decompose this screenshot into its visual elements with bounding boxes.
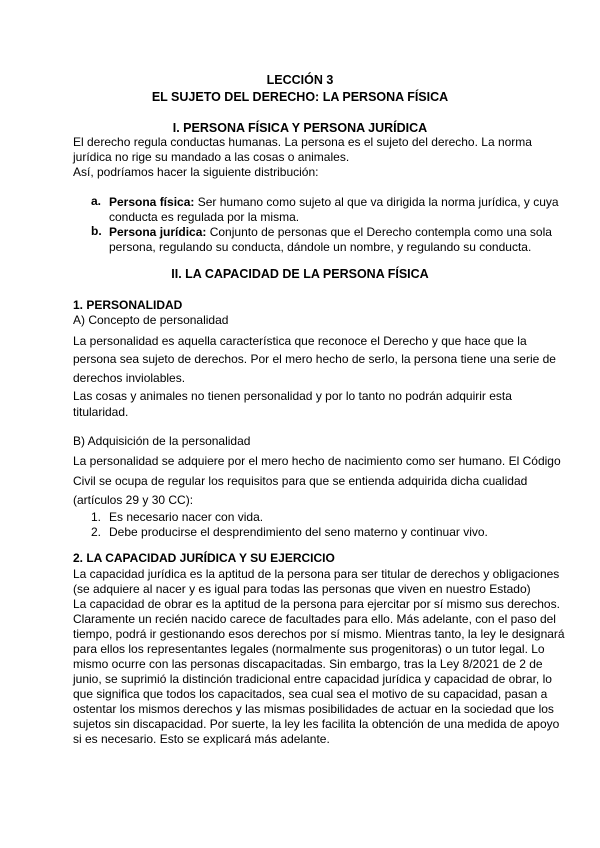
concepto-para-line: titularidad.: [73, 405, 129, 419]
concepto-subheading: A) Concepto de personalidad: [73, 313, 229, 327]
section2-heading: II. LA CAPACIDAD DE LA PERSONA FÍSICA: [171, 267, 429, 281]
definition-text: Ser humano como sujeto al que va dirigida la norma jurídica, y cuya: [194, 195, 559, 209]
capacidad-para-line: sujetos sin discapacidad. Por suerte, la ley les facilita la obtención de una medida de apoyo: [73, 717, 560, 731]
section1-para-line: Así, podríamos hacer la siguiente distribución:: [73, 165, 319, 179]
capacidad-para-line: La capacidad jurídica es la aptitud de la persona para ser titular de derechos y obligaciones: [73, 567, 560, 581]
list-number: 2.: [91, 525, 102, 539]
capacidad-para-line: que significa que todos los capacitados, sea cual sea el motivo de su capacidad, pasan a: [73, 687, 548, 701]
capacidad-para-line: junio, se suprimió la distinción tradicional entre capacidad jurídica y capacidad de obrar, lo: [73, 672, 552, 686]
concepto-para-line: La personalidad es aquella característica que reconoce el Derecho y que hace que la: [73, 334, 527, 348]
list-marker: a.: [91, 194, 102, 208]
adquisicion-para-line: La personalidad se adquiere por el mero hecho de nacimiento como ser humano. El Código: [73, 454, 561, 468]
list-marker: b.: [91, 224, 102, 238]
adquisicion-para-line: (artículos 29 y 30 CC):: [73, 493, 194, 507]
capacidad-para-line: (se adquiere al nacer y es igual para todas las personas que viven en nuestro Estado): [73, 582, 531, 596]
capacidad-para-line: La capacidad de obrar es la aptitud de la persona para ejercitar por sí mismo sus derechos.: [73, 597, 560, 611]
list-item-text: Es necesario nacer con vida.: [109, 510, 264, 524]
definition-text: Conjunto de personas que el Derecho contempla como una sola: [206, 225, 552, 239]
capacidad-para-line: ostentar los mismos derechos y las mismas posibilidades de actuar en la sociedad que los: [73, 702, 554, 716]
personalidad-heading: 1. PERSONALIDAD: [73, 298, 183, 312]
section1-para-line: jurídica no rige su mandado a las cosas o animales.: [73, 150, 350, 164]
adquisicion-para-line: Civil se ocupa de regular los requisitos para que se entienda adquirida dicha cualidad: [73, 474, 528, 488]
concepto-para-line: derechos inviolables.: [73, 371, 186, 385]
adquisicion-subheading: B) Adquisición de la personalidad: [73, 434, 251, 448]
section1-heading: I. PERSONA FÍSICA Y PERSONA JURÍDICA: [172, 121, 428, 135]
capacidad-para-line: tiempo, podrá ir gestionando esos derechos por sí mismo. Mientras tanto, la ley le designará: [73, 627, 565, 641]
definition-term: Persona física:: [109, 195, 195, 209]
concepto-para-line: Las cosas y animales no tienen personalidad y por lo tanto no podrán adquirir esta: [73, 389, 512, 403]
capacidad-para-line: Claramente un recién nacido carece de facultades para ello. Más adelante, con el paso del: [73, 612, 556, 626]
lesson-subject: EL SUJETO DEL DERECHO: LA PERSONA FÍSICA: [151, 90, 449, 104]
capacidad-para-line: para ellos los representantes legales (normalmente sus progenitoras) o un tutor legal. Lo: [73, 642, 545, 656]
definition-line: [109, 224, 552, 240]
capacidad-para-line: mismo ocurre con las personas discapacitadas. Sin embargo, tras la Ley 8/2021 de 2 de: [73, 657, 543, 671]
definition-line: [109, 194, 559, 210]
section1-para-line: El derecho regula conductas humanas. La persona es el sujeto del derecho. La norma: [73, 135, 532, 149]
definition-term: Persona jurídica:: [109, 225, 207, 239]
list-number: 1.: [91, 510, 102, 524]
definition-text-cont: persona, regulando su conducta, dándole un nombre, y regulando su conducta.: [109, 240, 532, 254]
capacidad-para-line: si es necesario. Esto se explicará más adelante.: [73, 732, 330, 746]
lesson-title: LECCIÓN 3: [266, 73, 334, 87]
list-item-text: Debe producirse el desprendimiento del seno materno y continuar vivo.: [109, 525, 488, 539]
capacidad-heading: 2. LA CAPACIDAD JURÍDICA Y SU EJERCICIO: [73, 551, 335, 565]
concepto-para-line: persona sea sujeto de derechos. Por el mero hecho de serlo, la persona tiene una serie de: [73, 352, 556, 366]
definition-text-cont: conducta es regulada por la misma.: [109, 210, 300, 224]
